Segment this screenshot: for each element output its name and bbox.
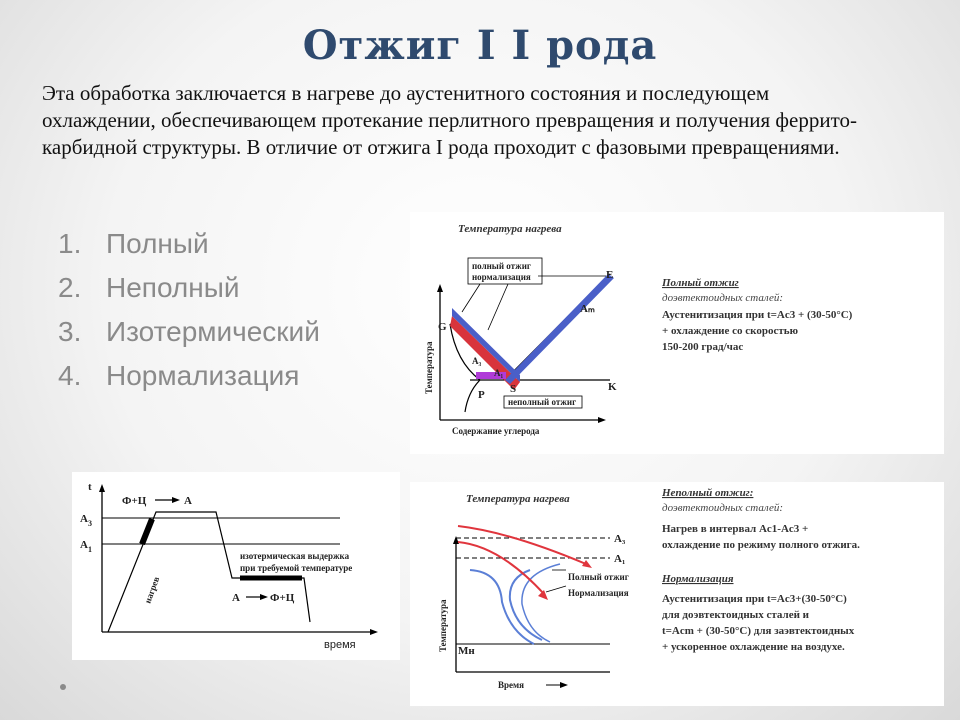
a3-label: $A_3$ <box>80 513 92 528</box>
list-number: 4. <box>58 360 82 391</box>
point-g: G <box>438 321 447 333</box>
normalization-line-3: t=Aсm + (30-50°С) для заэвтектоидных <box>662 625 855 637</box>
a1-label: $A_1$ <box>80 539 92 554</box>
legend-partial: неполный отжиг <box>508 397 577 407</box>
top-y-axis-label: Температура <box>424 341 434 394</box>
intro-paragraph: Эта обработка заключается в нагреве до аустенитного состояния и последующем охлаждении, обеспечивающем протекание перлитного превращения и получения феррито-карбидной структуры. В отличие от отжига I рода проходит с фазовыми превращениями. <box>42 81 857 159</box>
normalization-band-blue <box>452 308 520 382</box>
full-annealing-panel <box>410 212 944 454</box>
partial-annealing-line-2: охлаждение по режиму полного отжига. <box>662 539 860 551</box>
list-number: 1. <box>58 228 82 259</box>
list-label: Нормализация <box>106 360 300 391</box>
partial-annealing-title: Неполный отжиг: <box>662 487 754 499</box>
phase-bottom-arrow-icon <box>260 594 268 600</box>
c-curve-start <box>470 570 534 644</box>
bottom-x-axis-label: Время <box>498 680 525 690</box>
full-annealing-line-1: Аустенитизация при t=Aс3 + (30-50°С) <box>662 309 853 321</box>
list-item <box>58 222 320 266</box>
acm-band-blue <box>505 274 614 384</box>
time-axis-label: время <box>324 639 356 651</box>
top-x-axis-label: Содержание углерода <box>452 426 540 436</box>
time-axis-arrow-icon <box>370 629 378 635</box>
empty-bullet <box>60 684 66 690</box>
point-k: K <box>608 381 617 393</box>
norm-pointer <box>546 586 566 592</box>
legend-pointer-1 <box>462 284 480 312</box>
bottom-a1-label: A₁ <box>614 553 626 565</box>
bottom-y-axis-label: Температура <box>438 599 448 652</box>
phase-bottom-from: А <box>232 592 240 604</box>
list-item <box>58 354 320 398</box>
normalization-title: Нормализация <box>662 573 734 585</box>
list-label: Полный <box>106 228 209 259</box>
full-annealing-sub: доэвтектоидных сталей: <box>662 292 783 304</box>
mn-label: Mн <box>458 645 475 657</box>
point-e: E <box>606 269 614 281</box>
normalization-line-1: Аустенитизация при t=Aс3+(30-50°С) <box>662 593 847 605</box>
phase-top-arrow-icon <box>172 497 180 503</box>
top-x-axis-arrow-icon <box>598 417 606 423</box>
point-s: S <box>510 383 517 395</box>
point-a1: A₁ <box>494 368 504 378</box>
ttt-panel <box>410 482 944 706</box>
phase-top-label: Ф+Ц <box>122 495 147 507</box>
phase-bottom-label: Ф+Ц <box>270 592 295 604</box>
bottom-legend-norm: Нормализация <box>568 588 629 598</box>
full-annealing-line-2: + охлаждение со скоростью <box>662 325 798 337</box>
heating-label: нагрев <box>142 575 162 605</box>
slide-title: Отжиг I I рода <box>302 22 658 69</box>
legend-full: полный отжиг <box>472 261 531 271</box>
list-label: Неполный <box>106 272 240 303</box>
normalization-line-4: + ускоренное охлаждение на воздухе. <box>662 641 845 653</box>
partial-annealing-line-1: Нагрев в интервал Aс1-Aс3 + <box>662 523 809 535</box>
point-p: P <box>478 389 485 401</box>
full-annealing-arrow-icon <box>582 560 592 568</box>
cooling-diagram <box>410 482 944 706</box>
hold-label-line-2: при требуемой температуре <box>240 563 353 573</box>
time-arrow-icon <box>560 682 568 688</box>
annealing-types-list <box>58 222 320 398</box>
t-axis-label: t <box>88 481 92 493</box>
list-label: Изотермический <box>106 316 320 347</box>
partial-annealing-sub: доэвтектоидных сталей: <box>662 502 783 514</box>
list-number: 2. <box>58 272 82 303</box>
bottom-heading: Температура нагрева <box>466 493 570 505</box>
full-annealing-title: Полный отжиг <box>662 277 739 289</box>
isothermal-diagram <box>72 472 400 660</box>
hold-label-line-1: изотермическая выдержка <box>240 551 350 561</box>
bottom-a3-label: A₃ <box>614 533 626 545</box>
normalization-cooling-curve <box>458 542 544 594</box>
heating-transformation-segment <box>142 519 152 544</box>
top-y-axis-arrow-icon <box>437 284 443 292</box>
point-acm: Aₘ <box>580 303 595 315</box>
list-number: 3. <box>58 316 82 347</box>
iron-carbon-diagram <box>410 212 944 454</box>
full-annealing-line-3: 150-200 град/час <box>662 341 744 353</box>
top-heading: Температура нагрева <box>458 223 562 235</box>
list-item <box>58 310 320 354</box>
phase-top-target: А <box>184 495 192 507</box>
isothermal-diagram-panel <box>72 472 400 660</box>
legend-pointer-2 <box>488 284 508 330</box>
legend-norm: нормализация <box>472 272 531 282</box>
list-item <box>58 266 320 310</box>
normalization-line-2: для доэвтектоидных сталей и <box>662 609 810 621</box>
t-axis-arrow-icon <box>99 484 105 492</box>
point-a3: A₃ <box>472 356 482 366</box>
bottom-legend-full: Полный отжиг <box>568 572 629 582</box>
